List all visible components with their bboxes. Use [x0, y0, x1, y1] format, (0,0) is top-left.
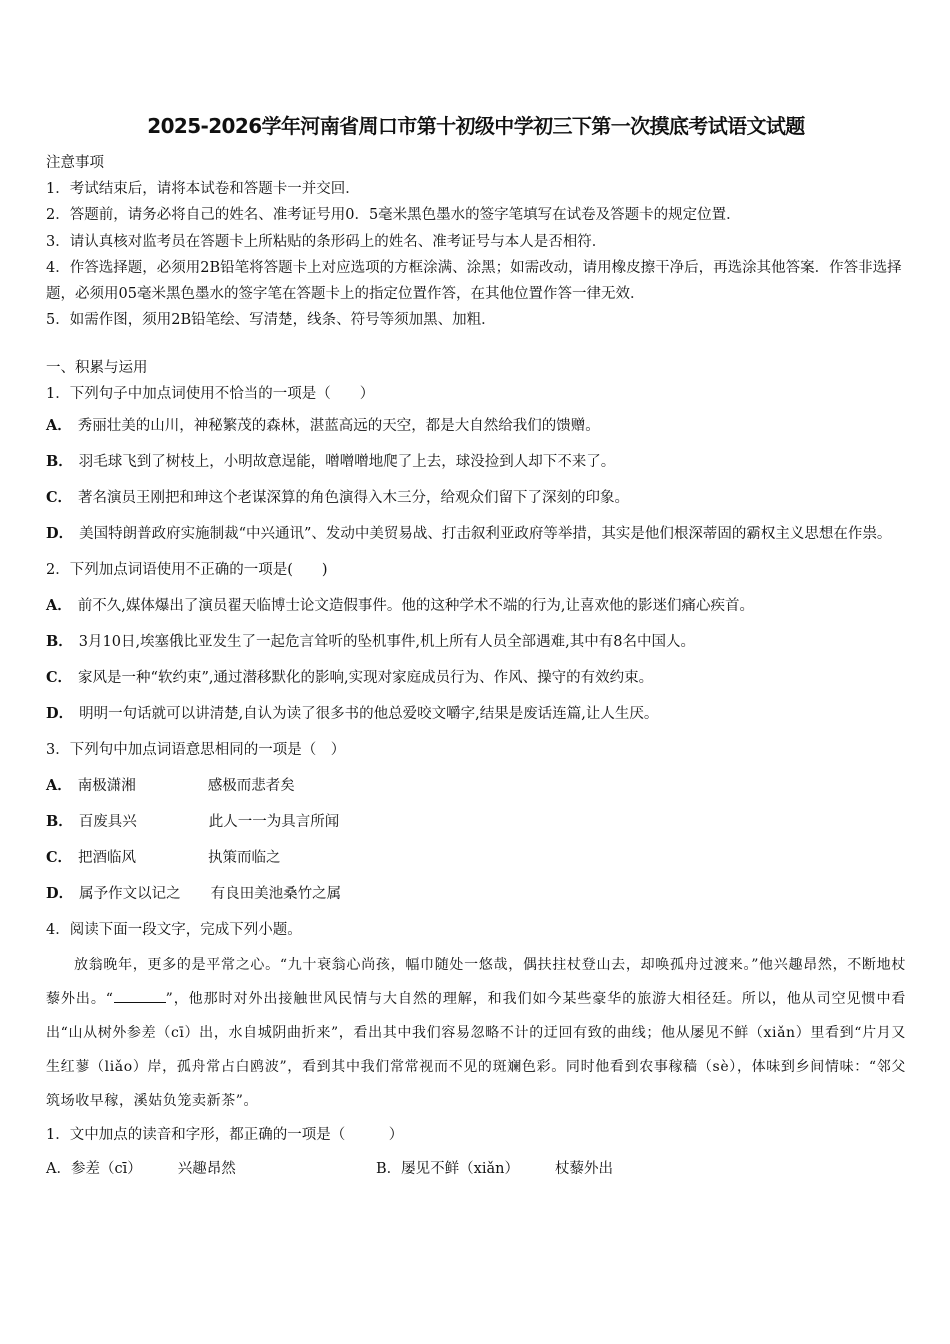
passage-text: ”，他那时对外出接触世风民情与大自然的理解，和我们如今某些豪华的旅游大相径廷。所以，他从司空见惯中看出“山从树外参差（cī）出，水自城阴曲折来”，看出其中我们容易忽略不计的迂回有致的曲线；他从屡见不鲜（xiǎn）里看到“片月又生红蓼（liǎo）岸，孤舟常占白鸥波”，看到其中我们常常视而不见的斑斓色彩。同时他看到农事稼穑（sè），体味到乡间情味：“邻父筑场收早稼，溪姑负笼卖新茶”。: [46, 990, 906, 1109]
option-phrase-b: 感极而悲者矣: [207, 777, 295, 794]
option-key: D．: [46, 884, 74, 902]
q2-option-d: [46, 696, 906, 732]
q1-option-b: [46, 444, 906, 480]
option-phrase-a: 南极潇湘: [77, 777, 136, 794]
sub-question-1-stem: 1．文中加点的读音和字形，都正确的一项是（ ）: [46, 1126, 404, 1143]
option-key: C．: [46, 488, 73, 506]
fill-blank: [114, 988, 166, 1003]
option-phrase-b: 兴趣昂然: [177, 1160, 236, 1177]
option-text: 明明一句话就可以讲清楚,自认为读了很多书的他总爱咬文嚼字,结果是废话连篇,让人生厌。: [79, 705, 659, 722]
question-1-stem: 1．下列句子中加点词使用不恰当的一项是（ ）: [46, 385, 375, 402]
option-key: A．: [46, 416, 72, 434]
option-phrase-b: 杖藜外出: [554, 1160, 613, 1177]
option-phrase-b: 执策而临之: [208, 849, 281, 866]
option-key: B．: [46, 452, 73, 470]
option-key: B．: [376, 1160, 402, 1177]
note-item: 1．考试结束后，请将本试卷和答题卡一并交回．: [46, 181, 360, 197]
option-phrase-a: 百废具兴: [78, 813, 137, 830]
sub-option-a: [46, 1152, 376, 1186]
option-phrase-a: 参差（cī）: [70, 1160, 142, 1177]
option-key: B．: [46, 632, 73, 650]
notes-block: [46, 150, 906, 334]
note-item: 4．作答选择题，必须用2B铅笔将答题卡上对应选项的方框涂满、涂黑；如需改动，请用橡皮擦干净后，再选涂其他答案．作答非选择题，必须用05毫米黑色墨水的签字笔在答题卡上的指定位置作答，在其他位置作答一律无效．: [46, 259, 902, 303]
note-item: 2．答题前，请务必将自己的姓名、准考证号用0．5毫米黑色墨水的签字笔填写在试卷及答题卡的规定位置．: [46, 207, 741, 224]
q2-option-a: [46, 588, 906, 624]
option-phrase-b: 此人一一为具言所闻: [208, 813, 340, 830]
question-2-stem: 2．下列加点词语使用不正确的一项是( ): [46, 561, 328, 578]
option-key: D．: [46, 524, 74, 542]
option-text: 家风是一种“软约束”,通过潜移默化的影响,实现对家庭成员行为、作风、操守的有效约束。: [78, 669, 654, 686]
option-text: 前不久,媒体爆出了演员翟天临博士论文造假事件。他的这种学术不端的行为,让喜欢他的影迷们痛心疾首。: [77, 597, 754, 614]
q3-option-a: [46, 768, 906, 804]
option-text: 秀丽壮美的山川，神秘繁茂的森林，湛蓝高远的天空，都是大自然给我们的馈赠。: [77, 417, 600, 434]
option-phrase-b: 有良田美池桑竹之属: [210, 885, 342, 902]
reading-passage: [46, 948, 906, 1118]
note-item: 5．如需作图，须用2B铅笔绘、写清楚，线条、符号等须加黑、加粗．: [46, 312, 496, 329]
option-text: 羽毛球飞到了树枝上，小明故意逞能，噌噌噌地爬了上去，球没捡到人却下不来了。: [78, 453, 616, 470]
q3-option-d: [46, 876, 906, 912]
sub-question-1-options: [46, 1152, 906, 1186]
option-text: 3月10日,埃塞俄比亚发生了一起危言耸听的坠机事件,机上所有人员全部遇难,其中有8名中国人。: [78, 633, 695, 650]
q3-option-b: [46, 804, 906, 840]
q3-option-c: [46, 840, 906, 876]
option-phrase-a: 把酒临风: [78, 849, 137, 866]
exam-title: 2025-2026学年河南省周口市第十初级中学初三下第一次摸底考试语文试题: [147, 114, 805, 138]
question-4-stem: 4．阅读下面一段文字，完成下列小题。: [46, 921, 302, 938]
sub-option-b: [376, 1161, 613, 1177]
option-text: 美国特朗普政府实施制裁“中兴通讯”、发动中美贸易战、打击叙利亚政府等举措，其实是他们根深蒂固的霸权主义思想在作祟。: [79, 525, 892, 542]
option-phrase-a: 属予作文以记之: [79, 885, 181, 902]
option-key: B．: [46, 812, 73, 830]
note-item: 3．请认真核对监考员在答题卡上所粘贴的条形码上的姓名、准考证号与本人是否相符．: [46, 233, 607, 250]
q2-option-b: [46, 624, 906, 660]
q1-option-a: [46, 408, 906, 444]
q1-option-d: [46, 516, 906, 552]
passage-text: 放翁晚年，更多的是平常之心。“九十衰翁心尚孩，幅巾随处一悠哉，偶扶拄杖登山去，却唤孤舟过渡来。”他兴趣昂然，不断地杖藜外出。“: [46, 956, 906, 1007]
section-title: 一、积累与运用: [46, 359, 148, 376]
option-key: A．: [46, 596, 72, 614]
option-phrase-a: 屡见不鲜（xiǎn）: [401, 1160, 519, 1177]
q1-option-c: [46, 480, 906, 516]
option-key: A．: [46, 776, 72, 794]
q2-option-c: [46, 660, 906, 696]
option-key: A．: [46, 1160, 71, 1177]
option-text: 著名演员王刚把和珅这个老谋深算的角色演得入木三分，给观众们留下了深刻的印象。: [78, 489, 630, 506]
option-key: C．: [46, 848, 73, 866]
option-key: C．: [46, 668, 73, 686]
option-key: D．: [46, 704, 74, 722]
question-3-stem: 3．下列句中加点词语意思相同的一项是（ ）: [46, 741, 346, 758]
notes-heading: 注意事项: [46, 155, 104, 171]
